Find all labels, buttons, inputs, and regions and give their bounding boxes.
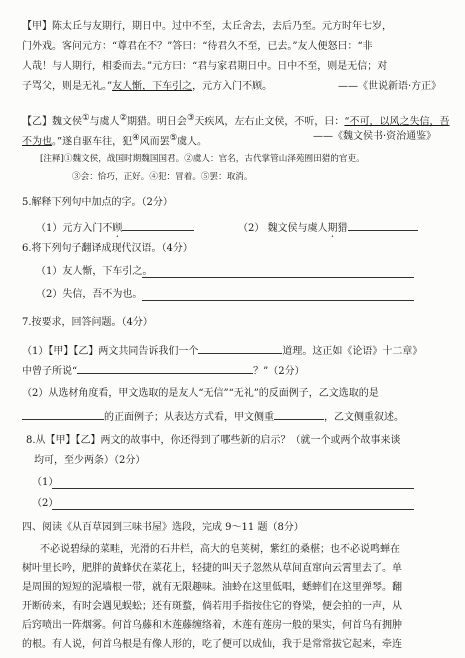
- section-4-para-line-2: 树叶里长吟，肥胖的黄蜂伏在菜花上，轻捷的叫天子忽然从草间直窜向云霄里去了。单: [22, 563, 402, 574]
- notes-line-1: [注释]①魏文侯，战国时期魏国国君。②虞人：官名，古代掌管山泽苑囿田猎的官吏。: [40, 154, 365, 164]
- passage-a-line-3: 人哉！与人期行，相委而去。”元方曰：“君与家君期日中。日中不至，则是无信；对: [22, 61, 388, 72]
- q8-title-cont: 均可，至少两条）（2分）: [34, 455, 146, 466]
- answer-blank[interactable]: [274, 408, 324, 420]
- passage-a-line-1: 【甲】陈太丘与友期行，期日中。过中不至，太丘舍去，去后乃至。元方时年七岁，: [22, 21, 392, 32]
- passage-a-source: ——《世说新语·方正》: [338, 81, 442, 92]
- section-4-para-line-6: 的根。有人说，何首乌根是有像人形的，吃了便可以成仙，我于是常常拔它起来，牵连: [22, 639, 402, 650]
- answer-line[interactable]: [142, 277, 414, 278]
- notes-line-2: ③会：恰巧，正好。④犯：冒着。⑤罢：取消。: [72, 172, 253, 182]
- section-4-para-line-3: 是周围的短短的泥墙根一带，就有无限趣味。油蛉在这里低唱，蟋蟀们在这里弹琴。翻: [22, 582, 402, 593]
- passage-b-source: ——《魏文侯书·资治通鉴》: [313, 131, 437, 142]
- passage-b-line-1: 【乙】魏文侯①与虞人②期猎。明日会③天疾风，左右止文侯，不听，曰：“不可，以风之失信，吾: [22, 112, 450, 128]
- passage-a-line-2: 门外戏。客问元方：“尊君在不？”答曰：“待君久不至，已去。”友人便怒曰：“非: [22, 41, 373, 52]
- q6-item-1: （1）友人惭，下车引之。: [36, 266, 153, 277]
- q6-item-2: （2）失信，吾不为也。: [36, 289, 143, 300]
- q7-item-2-cont: 的正面例子；从表达方式看，甲文侧重 ，乙文侧重叙述。: [22, 408, 404, 425]
- q6-title: 6.将下列句子翻译成现代汉语。（4分）: [22, 243, 193, 254]
- section-4-para-line-5: 后窍喷出一阵烟雾。何首乌藤和木莲藤缠络着，木莲有莲房一般的果实，何首乌有拥肿: [22, 620, 402, 631]
- section-4-title: 四、阅读《从百草园到三味书屋》选段，完成 9～11 题（8分）: [22, 522, 304, 533]
- answer-line[interactable]: [52, 509, 414, 510]
- q8-item-2: （2）: [32, 498, 59, 509]
- section-4-para-line-4: 开断砖来，有时会遇见蜈蚣；还有斑蝥，倘若用手指按住它的脊梁，便会拍的一声，从: [22, 601, 402, 612]
- q5-item-1: （1）元方入门不顾: [36, 219, 194, 240]
- answer-line[interactable]: [52, 488, 414, 489]
- q8-item-1: （1）: [32, 477, 59, 488]
- answer-blank[interactable]: [22, 408, 104, 420]
- q7-item-1: （1）【甲】【乙】两文共同告诉我们一个 道理。这正如《论语》十二章》: [22, 342, 422, 359]
- answer-blank[interactable]: [198, 342, 282, 354]
- q5-item-2: （2） 魏文侯与虞人期猎: [238, 219, 418, 240]
- answer-blank[interactable]: [122, 219, 194, 231]
- q7-item-2: （2）从选材角度看，甲文选取的是友人“无信”“无礼”的反面例子，乙文选取的是: [22, 388, 379, 399]
- section-4-para-line-1: 不必说碧绿的菜畦，光滑的石井栏，高大的皂荚树，紫红的桑椹；也不必说鸣蝉在: [40, 544, 400, 555]
- passage-b-line-2: 不为也。”遂自驱车往，犯④风而罢⑤虞人。: [22, 132, 208, 148]
- underlined-sentence: 友人惭，下车引之: [112, 81, 193, 92]
- answer-blank[interactable]: [77, 362, 253, 374]
- q7-title: 7.按要求，回答问题。（4分）: [22, 317, 153, 328]
- passage-a-line-4: 子骂父，则是无礼。”友人惭，下车引之，元方入门不顾。: [22, 81, 273, 92]
- underlined-quote: “不可，以风之: [344, 116, 410, 128]
- dotted-char: 顾: [112, 223, 123, 234]
- q8-title: 8.从【甲】【乙】两文的故事中，你还得到了哪些新的启示？（就一个或两个故事来谈: [26, 435, 401, 446]
- answer-blank[interactable]: [348, 219, 418, 231]
- answer-line[interactable]: [142, 300, 414, 301]
- q5-title: 5.解释下列句中加点的字。（2分）: [22, 197, 173, 208]
- q7-item-1-cont: 中曾子所说“ ？”（2分）: [22, 362, 305, 379]
- dotted-char: 期: [327, 223, 338, 234]
